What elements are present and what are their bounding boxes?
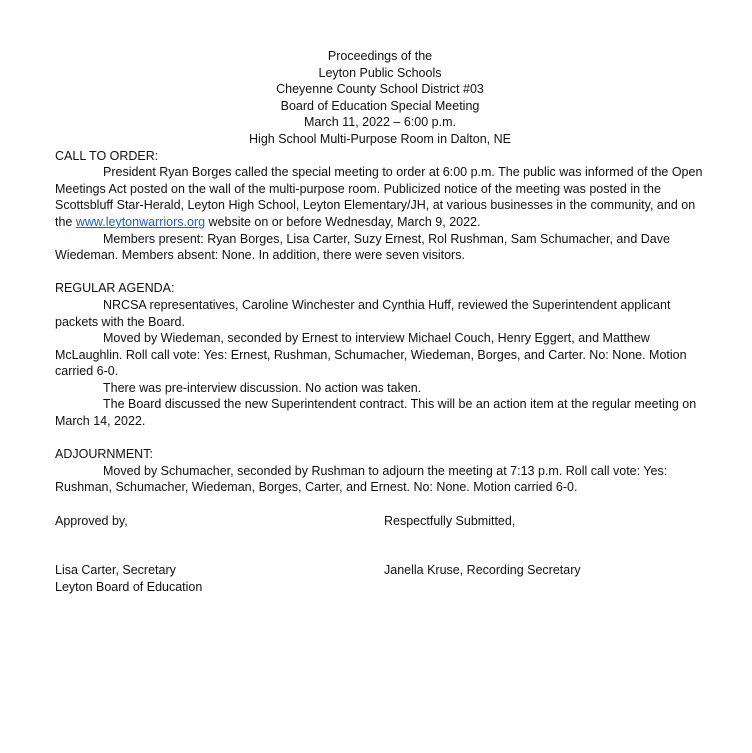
signature-names-row (55, 562, 705, 579)
header-line-5: March 11, 2022 – 6:00 p.m. (304, 115, 456, 130)
approved-by-label: Approved by, (55, 513, 128, 528)
adjournment-section (55, 446, 705, 496)
spacer (55, 264, 705, 281)
spacer (55, 529, 705, 546)
signature-labels-row (55, 513, 705, 530)
respectfully-submitted-label: Respectfully Submitted, (384, 513, 516, 528)
header-line-3: Cheyenne County School District #03 (276, 82, 484, 97)
adjournment-title: ADJOURNMENT: (55, 447, 153, 462)
header-line-1: Proceedings of the (327, 49, 433, 63)
document-page (55, 48, 705, 596)
header-line-2: Leyton Public Schools (318, 65, 442, 80)
document-header (55, 48, 705, 148)
regular-agenda-title: REGULAR AGENDA: (55, 281, 175, 296)
regular-agenda-paragraph-4: The Board discussed the new Superintendent contract. This will be an action item at the regular meeting on March 14, 2022. (55, 397, 697, 429)
board-name: Leyton Board of Education (55, 580, 203, 594)
adjournment-paragraph-1: Moved by Schumacher, seconded by Rushman to adjourn the meeting at 7:13 p.m. Roll call vote: Yes: Rushman, Schumacher, Wiedeman, Borges, Carter, and Ernest. No: None. Motion carried 6-0. (55, 463, 668, 495)
spacer (55, 430, 705, 447)
call-to-order-text-after-link: website on or before Wednesday, March 9, 2022. (205, 214, 481, 229)
regular-agenda-paragraph-3: There was pre-interview discussion. No action was taken. (103, 380, 422, 395)
regular-agenda-section (55, 280, 705, 429)
recording-secretary-name: Janella Kruse, Recording Secretary (384, 563, 581, 578)
secretary-name: Lisa Carter, Secretary (55, 563, 176, 578)
spacer (55, 546, 705, 563)
signature-org-row (55, 579, 705, 596)
regular-agenda-paragraph-1: NRCSA representatives, Caroline Winchester and Cynthia Huff, reviewed the Superintendent applicant packets with the Board. (55, 297, 671, 329)
call-to-order-text-before-link: President Ryan Borges called the special meeting to order at 6:00 p.m. The public was informed of the Open Meetings Act posted on the wall of the multi-purpose room. Publicized notice of the meeting was posted in the Scottsbluff Star-Herald, Leyton High School, Leyton Elementary/JH, at various businesses in the community, and on the (55, 165, 703, 229)
regular-agenda-paragraph-2: Moved by Wiedeman, seconded by Ernest to interview Michael Couch, Henry Eggert, and Matthew McLaughlin. Roll call vote: Yes: Ernest, Rushman, Schumacher, Wiedeman, Borges, and Carter. No: None. Motion carried 6-0. (55, 331, 687, 379)
call-to-order-title: CALL TO ORDER: (55, 148, 159, 163)
website-link[interactable]: www.leytonwarriors.org (75, 214, 206, 229)
call-to-order-paragraph-2: Members present: Ryan Borges, Lisa Carter, Suzy Ernest, Rol Rushman, Sam Schumacher, and Dave Wiedeman. Members absent: None. In addition, there were seven visitors. (55, 231, 670, 263)
call-to-order-section (55, 148, 705, 264)
spacer (55, 496, 705, 513)
header-line-4: Board of Education Special Meeting (280, 98, 480, 113)
call-to-order-paragraph-1 (55, 164, 705, 230)
header-line-6: High School Multi-Purpose Room in Dalton, NE (249, 131, 511, 146)
